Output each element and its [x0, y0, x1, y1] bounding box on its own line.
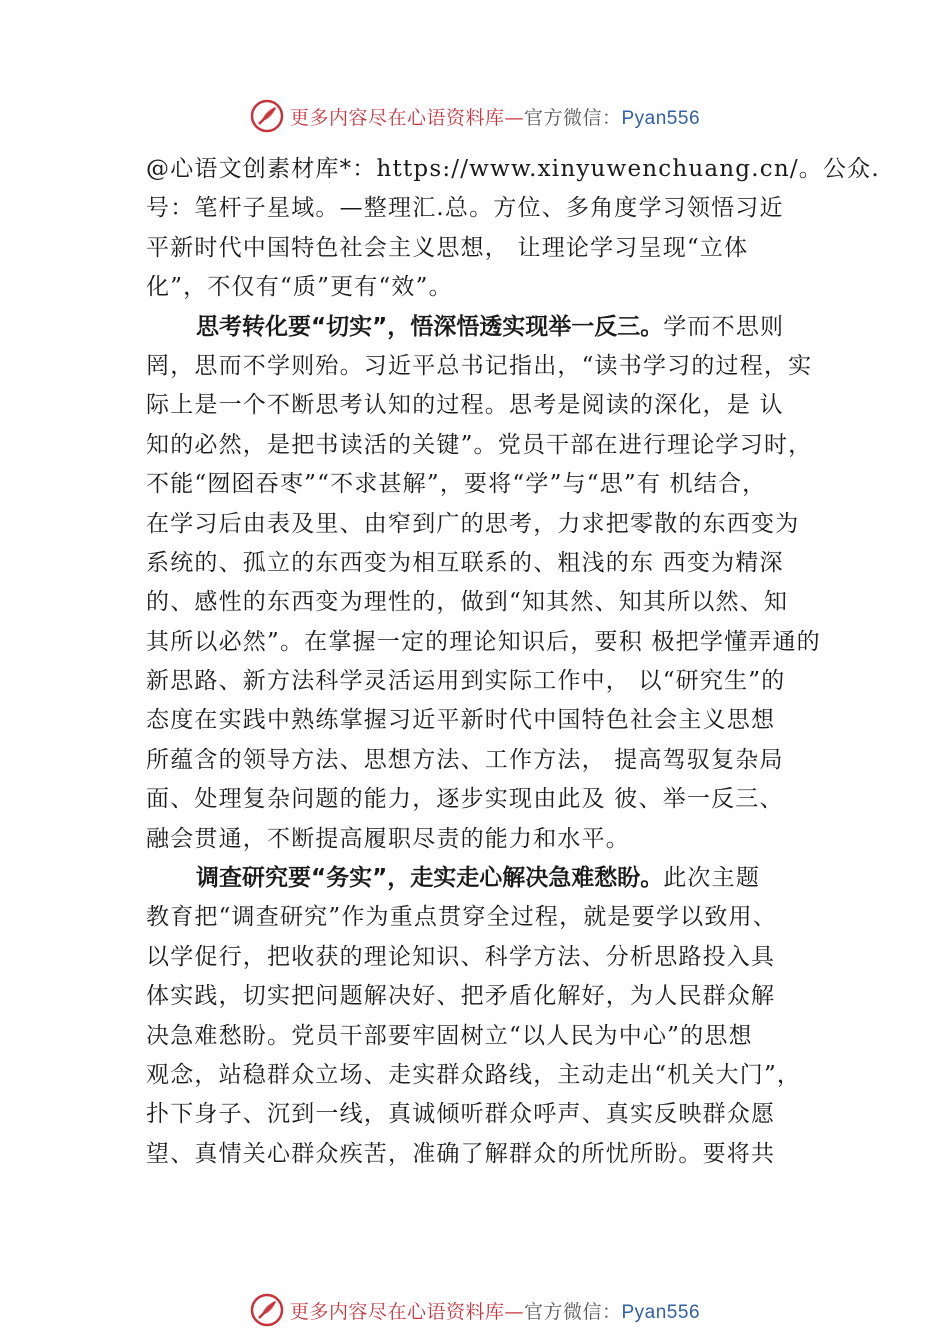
text-line: 面、处理复杂问题的能力，逐步实现由此及 彼、举一反三、	[146, 786, 784, 813]
document-body	[146, 150, 880, 1174]
quill-logo-icon	[250, 99, 284, 133]
text-line: 扑下身子、沉到一线，真诚倾听群众呼声、真实反映群众愿	[146, 1101, 776, 1128]
text-line: 号：笔杆子星域。—整理汇.总。方位、多角度学习领悟习近	[146, 195, 784, 222]
paragraph-2	[146, 308, 846, 859]
text-line: 望、真情关心群众疾苦，准确了解群众的所忧所盼。要将共	[146, 1140, 776, 1167]
header-banner-red-text: 更多内容尽在心语资料库—	[289, 106, 524, 129]
text-line	[146, 308, 846, 347]
paragraph-heading: 调查研究要“务实”，走实走心解决急难愁盼。	[196, 865, 664, 892]
footer-wechat-id: Pyan556	[621, 1301, 701, 1323]
quill-logo-icon	[250, 1293, 284, 1327]
text-line: 平新时代中国特色社会主义思想， 让理论学习呈现“立体	[146, 234, 749, 261]
text-line: 不能“囫囵吞枣”“不求甚解”，要将“学”与“思”有 机结合，	[146, 471, 767, 498]
text-line: 其所以必然”。在掌握一定的理论知识后，要积 极把学懂弄通的	[146, 628, 821, 655]
header-banner	[0, 96, 950, 136]
text-line: 体实践，切实把问题解决好、把矛盾化解好，为人民群众解	[146, 983, 776, 1010]
text-line: 所蕴含的领导方法、思想方法、工作方法， 提高驾驭复杂局	[146, 746, 784, 773]
text-line: 教育把“调查研究”作为重点贯穿全过程，就是要学以致用、	[146, 904, 777, 931]
text-line: @心语文创素材库*：https://www.xinyuwenchuang.cn/。公众.	[146, 156, 880, 182]
footer-banner	[0, 1290, 950, 1330]
text-line: 罔，思而不学则殆。习近平总书记指出，“读书学习的过程，实	[146, 352, 813, 379]
text-line: 观念，站稳群众立场、走实群众路线，主动走出“机关大门”，	[146, 1061, 802, 1088]
text-line: 在学习后由表及里、由窄到广的思考，力求把零散的东西变为	[146, 510, 800, 537]
text-line: 态度在实践中熟练掌握习近平新时代中国特色社会主义思想	[146, 707, 776, 734]
text-line	[146, 859, 846, 898]
text-line: 新思路、新方法科学灵活运用到实际工作中， 以“研究生”的	[146, 668, 786, 695]
text-line: 融会贯通，不断提高履职尽责的能力和水平。	[146, 825, 630, 852]
paragraph-3	[146, 859, 846, 1174]
text-line: 的、感性的东西变为理性的，做到“知其然、知其所以然、知	[146, 589, 789, 616]
paragraph-1	[146, 150, 880, 308]
text-line: 以学促行，把收获的理论知识、科学方法、分析思路投入具	[146, 943, 776, 970]
header-banner-gray-text: 官方微信：	[523, 106, 622, 129]
text-line: 系统的、孤立的东西变为相互联系的、粗浅的东 西变为精深	[146, 549, 784, 576]
heading-rest-text: 此次主题	[663, 865, 761, 892]
text-line: 知的必然，是把书读活的关键”。党员干部在进行理论学习时，	[146, 431, 813, 458]
paragraph-heading: 思考转化要“切实”，悟深悟透实现举一反三。	[196, 313, 664, 340]
text-line: 决急难愁盼。党员干部要牢固树立“以人民为中心”的思想	[146, 1022, 753, 1049]
text-line: 际上是一个不断思考认知的过程。思考是阅读的深化，是 认	[146, 392, 784, 419]
heading-rest-text: 学而不思则	[663, 313, 785, 340]
footer-banner-red-text: 更多内容尽在心语资料库—	[289, 1300, 524, 1323]
header-wechat-id: Pyan556	[621, 107, 701, 129]
footer-banner-gray-text: 官方微信：	[523, 1300, 622, 1323]
text-line: 化”，不仅有“质”更有“效”。	[146, 274, 453, 301]
